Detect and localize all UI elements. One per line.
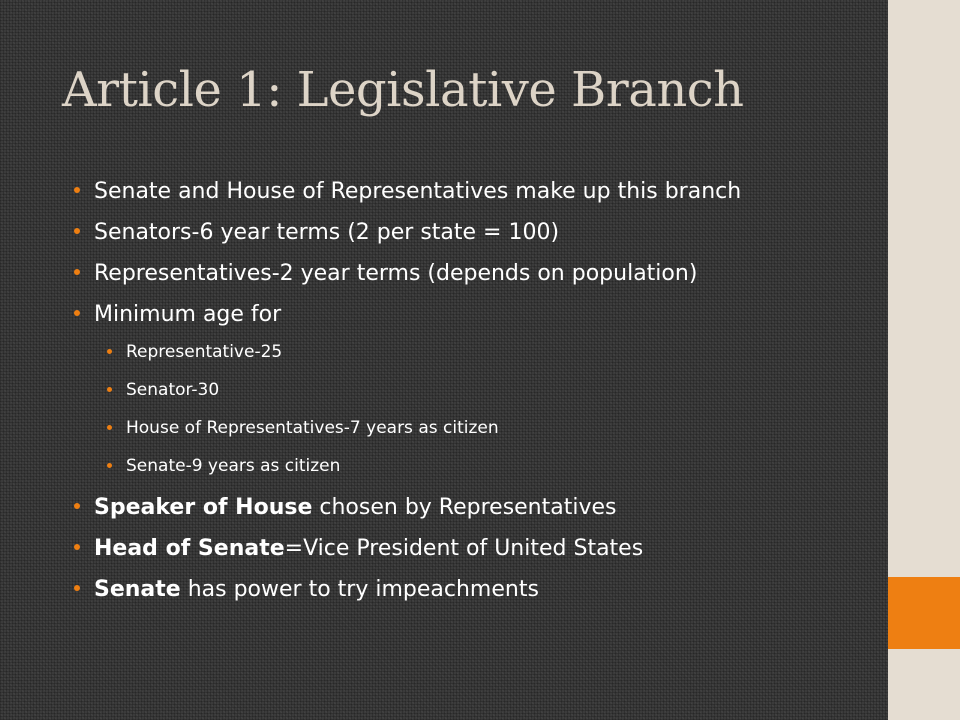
sub-bullet-icon (107, 349, 112, 354)
sub-bullet-text: Representative-25 (126, 342, 283, 362)
bullet-text: Senators-6 year terms (2 per state = 100) (94, 220, 560, 245)
slide-title: Article 1: Legislative Branch (62, 62, 744, 118)
bullet-bold-text: Senate (94, 577, 181, 602)
bullet-item (72, 217, 872, 248)
bullet-text: Representatives-2 year terms (depends on population) (94, 261, 698, 286)
sub-bullet-item (72, 340, 872, 364)
bullet-text: has power to try impeachments (180, 577, 539, 602)
bullet-item (72, 176, 872, 207)
bullet-item (72, 492, 872, 523)
bullet-icon (74, 269, 80, 275)
bullet-icon (74, 503, 80, 509)
bullet-list (72, 176, 872, 615)
sub-bullet-icon (107, 387, 112, 392)
bullet-bold-text: Speaker of House (94, 495, 313, 520)
sub-bullet-icon (107, 425, 112, 430)
sub-bullet-text: Senator-30 (126, 380, 220, 400)
accent-block (888, 577, 960, 649)
sub-bullet-item (72, 416, 872, 440)
bullet-text: chosen by Representatives (312, 495, 617, 520)
bullet-text: Minimum age for (94, 302, 282, 327)
bullet-item (72, 533, 872, 564)
bullet-item (72, 258, 872, 289)
bullet-text: =Vice President of United States (284, 536, 644, 561)
bullet-icon (74, 187, 80, 193)
sub-bullet-text: Senate-9 years as citizen (126, 456, 341, 476)
bullet-icon (74, 228, 80, 234)
sub-bullet-text: House of Representatives-7 years as citizen (126, 418, 499, 438)
bullet-icon (74, 544, 80, 550)
bullet-item (72, 574, 872, 605)
bullet-text: Senate and House of Representatives make up this branch (94, 179, 742, 204)
bullet-item (72, 299, 872, 330)
bullet-icon (74, 585, 80, 591)
bullet-bold-text: Head of Senate (94, 536, 285, 561)
sub-bullet-item (72, 454, 872, 478)
sub-bullet-item (72, 378, 872, 402)
sub-bullet-icon (107, 463, 112, 468)
bullet-icon (74, 310, 80, 316)
